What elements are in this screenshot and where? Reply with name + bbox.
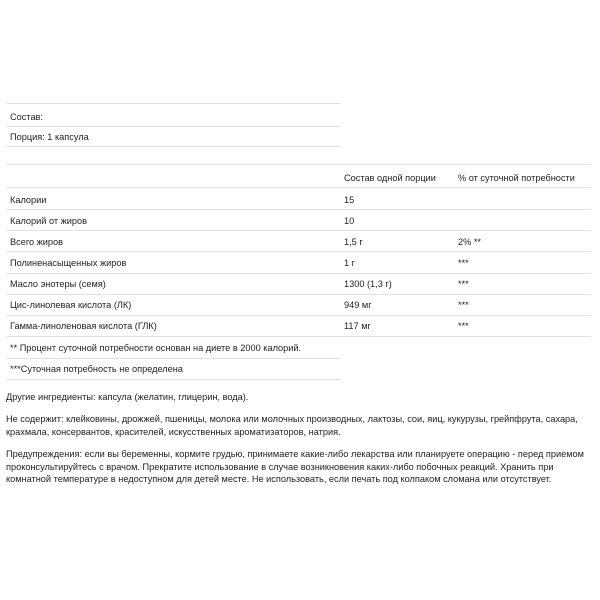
table-row-daily-value: *** bbox=[458, 300, 469, 310]
divider bbox=[6, 164, 591, 165]
table-row-daily-value: *** bbox=[458, 258, 469, 268]
divider bbox=[6, 187, 591, 188]
warnings: Предупреждения: если вы беременны, кормите грудью, принимаете какие-либо лекарства или планируете операцию - перед приемом проконсультируйтесь с врачом. Прекратите использование в случае возникновения каких-либо побочных реакций. Хранить при комнатной температуре в недоступном для детей месте. Не использовать, если печать под колпаком сломана или отсутствует. bbox=[6, 449, 584, 485]
column-header-amount: Состав одной порции bbox=[344, 173, 436, 183]
divider bbox=[6, 251, 591, 252]
divider bbox=[6, 209, 591, 210]
table-row-amount: 1,5 г bbox=[344, 237, 363, 247]
table-row-daily-value: *** bbox=[458, 279, 469, 289]
footnote-not-established: ***Суточная потребность не определена bbox=[10, 364, 183, 374]
table-row-amount: 117 мг bbox=[344, 321, 371, 331]
table-row-daily-value: 2% ** bbox=[458, 237, 481, 247]
divider bbox=[6, 336, 591, 337]
table-row-name: Полиненасыщенных жиров bbox=[10, 258, 127, 268]
divider-top bbox=[6, 103, 341, 104]
table-row-daily-value: *** bbox=[458, 321, 469, 331]
divider bbox=[6, 146, 341, 147]
divider bbox=[6, 294, 591, 295]
table-row-name: Калорий от жиров bbox=[10, 216, 88, 226]
column-header-daily-value: % от суточной потребности bbox=[458, 173, 575, 183]
table-row-amount: 949 мг bbox=[344, 300, 372, 310]
footnote-daily-value: ** Процент суточной потребности основан на диете в 2000 калорий. bbox=[10, 343, 302, 353]
divider bbox=[6, 379, 341, 380]
divider bbox=[6, 230, 591, 231]
serving-size: Порция: 1 капсула bbox=[10, 132, 89, 142]
other-ingredients: Другие ингредиенты: капсула (желатин, глицерин, вода). bbox=[6, 392, 249, 402]
divider bbox=[6, 358, 341, 359]
table-row-amount: 15 bbox=[344, 195, 355, 205]
divider bbox=[6, 126, 341, 127]
table-row-amount: 1300 (1,3 г) bbox=[344, 279, 392, 289]
composition-label: Состав: bbox=[10, 112, 43, 122]
table-row-name: Масло энотеры (семя) bbox=[10, 279, 106, 289]
divider bbox=[6, 315, 591, 316]
divider bbox=[6, 273, 591, 274]
table-row-name: Калории bbox=[10, 195, 47, 205]
table-row-name: Гамма-линоленовая кислота (ГЛК) bbox=[10, 321, 157, 331]
does-not-contain: Не содержит: клейковины, дрожжей, пшеницы, молока или молочных производных, лактозы, сои, яиц, кукурузы, грейпфрута, сахара, крахмала, консервантов, красителей, искусственных ароматизаторов, натрия. bbox=[6, 414, 578, 437]
table-row-name: Всего жиров bbox=[10, 237, 64, 247]
table-row-amount: 1 г bbox=[344, 258, 356, 268]
table-row-name: Цис-линолевая кислота (ЛК) bbox=[10, 300, 132, 310]
table-row-amount: 10 bbox=[344, 216, 355, 226]
